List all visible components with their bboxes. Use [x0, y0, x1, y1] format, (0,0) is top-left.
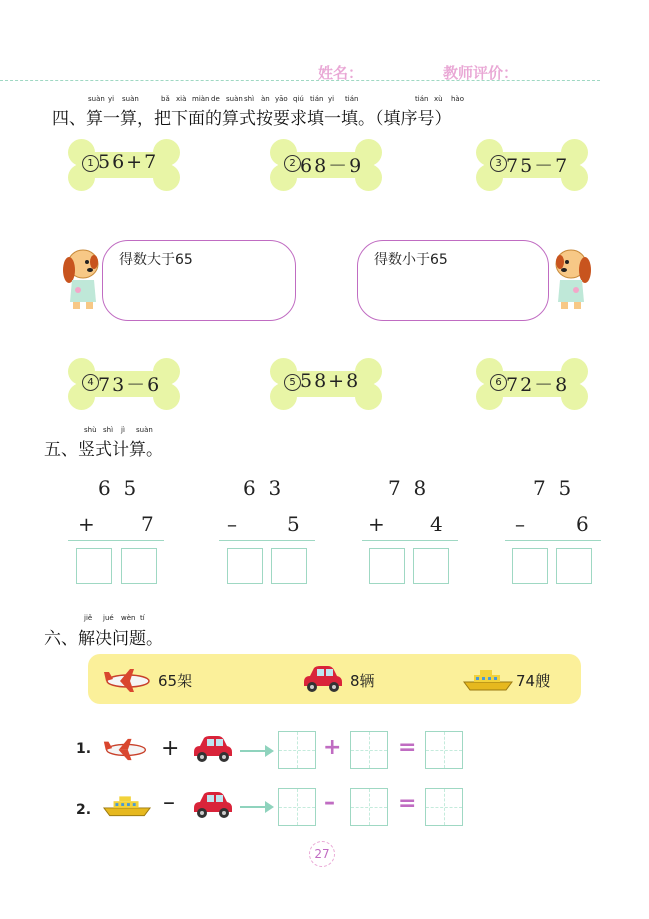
pinyin-annotation: de: [211, 95, 220, 103]
pinyin-annotation: miàn: [192, 95, 210, 103]
q1-airplane-icon: [102, 737, 150, 761]
q2-answer-cell-2[interactable]: [350, 788, 388, 826]
pinyin-annotation: àn: [261, 95, 270, 103]
expression-text: 68－9: [300, 155, 364, 177]
vertical-bottom-number: 4: [430, 512, 443, 536]
answer-cell[interactable]: [76, 548, 112, 584]
expression-number: 5: [284, 374, 301, 391]
car-quantity: 8辆: [350, 672, 375, 690]
vertical-operator: –: [515, 512, 525, 536]
expression-bone-5: [270, 358, 382, 410]
airplane-icon: [102, 667, 154, 693]
pinyin-annotation: suàn: [88, 95, 105, 103]
answer-box-greater-label: 得数大于65: [119, 252, 193, 268]
pinyin-annotation: shì: [244, 95, 255, 103]
expression-bone-6: [476, 358, 588, 410]
expression-number: 4: [82, 374, 99, 391]
q1-answer-cell-2[interactable]: [350, 731, 388, 769]
section5-title: 五、竖式计算。: [44, 440, 163, 460]
pinyin-annotation: suàn: [226, 95, 243, 103]
q1-answer-operator: +: [323, 735, 342, 760]
q1-arrow-icon: [240, 750, 272, 752]
pinyin-annotation: shù: [84, 426, 97, 434]
pinyin-annotation: suàn: [136, 426, 153, 434]
q2-equals: =: [398, 791, 417, 816]
answer-cell[interactable]: [271, 548, 307, 584]
vertical-bottom-number: 6: [576, 512, 589, 536]
q2-answer-cell-3[interactable]: [425, 788, 463, 826]
expression-bone-3: [476, 139, 588, 191]
quantity-banner: [88, 654, 581, 704]
answer-cell[interactable]: [121, 548, 157, 584]
answer-cell[interactable]: [227, 548, 263, 584]
expression-text: 75－7: [506, 155, 570, 177]
q1-answer-cell-3[interactable]: [425, 731, 463, 769]
expression-bone-4: [68, 358, 180, 410]
name-label: 姓名：: [318, 64, 364, 82]
pinyin-annotation: tián: [310, 95, 324, 103]
answer-box-less-label: 得数小于65: [374, 252, 448, 268]
section4-title: 四、算一算，把下面的算式按要求填一填。（填序号）: [52, 109, 452, 129]
pinyin-annotation: jué: [103, 614, 114, 622]
pinyin-annotation: xù: [434, 95, 443, 103]
teacher-eval-label: 教师评价：: [443, 64, 519, 82]
pinyin-annotation: jì: [121, 426, 125, 434]
vertical-top-number: 7 8: [388, 476, 427, 500]
pinyin-annotation: hào: [451, 95, 465, 103]
pinyin-annotation: wèn: [121, 614, 136, 622]
page-number: 27: [309, 841, 335, 867]
q2-car-icon: [190, 790, 234, 820]
q1-car-icon: [190, 734, 234, 764]
expression-number: 3: [490, 155, 507, 172]
pinyin-annotation: tí: [140, 614, 145, 622]
car-icon: [300, 664, 344, 694]
q2-answer-operator: –: [324, 790, 335, 815]
vertical-operator: +: [78, 512, 95, 536]
pinyin-annotation: qiú: [293, 95, 304, 103]
pinyin-annotation: xià: [176, 95, 187, 103]
q1-answer-cell-1[interactable]: [278, 731, 316, 769]
pinyin-annotation: shì: [103, 426, 114, 434]
answer-cell[interactable]: [369, 548, 405, 584]
answer-cell[interactable]: [556, 548, 592, 584]
vertical-top-number: 6 3: [243, 476, 282, 500]
section6-title: 六、解决问题。: [44, 629, 163, 649]
q2-arrow-icon: [240, 806, 272, 808]
vertical-operator: –: [227, 512, 237, 536]
q1-equals: =: [398, 735, 417, 760]
airplane-quantity: 65架: [158, 672, 193, 690]
vertical-bottom-number: 5: [287, 512, 300, 536]
q2-ship-icon: [102, 794, 152, 818]
pinyin-annotation: yi: [108, 95, 115, 103]
expression-number: 6: [490, 374, 507, 391]
puppy-right-icon: [548, 246, 598, 310]
expression-bone-2: [270, 139, 382, 191]
question-2-operator: –: [163, 788, 175, 816]
question-2-label: 2.: [76, 802, 92, 818]
pinyin-annotation: jiě: [84, 614, 93, 622]
pinyin-annotation: tián: [415, 95, 429, 103]
expression-number: 2: [284, 155, 301, 172]
answer-cell[interactable]: [413, 548, 449, 584]
expression-number: 1: [82, 155, 99, 172]
pinyin-annotation: suàn: [122, 95, 139, 103]
expression-text: 58+8: [300, 370, 361, 392]
vertical-bottom-number: 7: [141, 512, 154, 536]
expression-text: 72－8: [506, 374, 570, 396]
answer-box-less[interactable]: [357, 240, 549, 321]
answer-box-greater[interactable]: [102, 240, 296, 321]
vertical-top-number: 6 5: [98, 476, 137, 500]
question-1-label: 1.: [76, 741, 92, 757]
pinyin-annotation: bǎ: [161, 95, 170, 103]
expression-text: 73－6: [98, 374, 162, 396]
expression-bone-1: [68, 139, 180, 191]
vertical-operator: +: [368, 512, 385, 536]
answer-cell[interactable]: [512, 548, 548, 584]
header-divider: [0, 80, 600, 81]
q2-answer-cell-1[interactable]: [278, 788, 316, 826]
pinyin-annotation: yi: [328, 95, 335, 103]
ship-icon: [462, 668, 514, 692]
question-1-operator: +: [161, 736, 180, 761]
puppy-left-icon: [56, 246, 106, 310]
ship-quantity: 74艘: [516, 672, 551, 690]
pinyin-annotation: tián: [345, 95, 359, 103]
pinyin-annotation: yāo: [275, 95, 288, 103]
expression-text: 56+7: [98, 151, 159, 173]
vertical-top-number: 7 5: [533, 476, 572, 500]
